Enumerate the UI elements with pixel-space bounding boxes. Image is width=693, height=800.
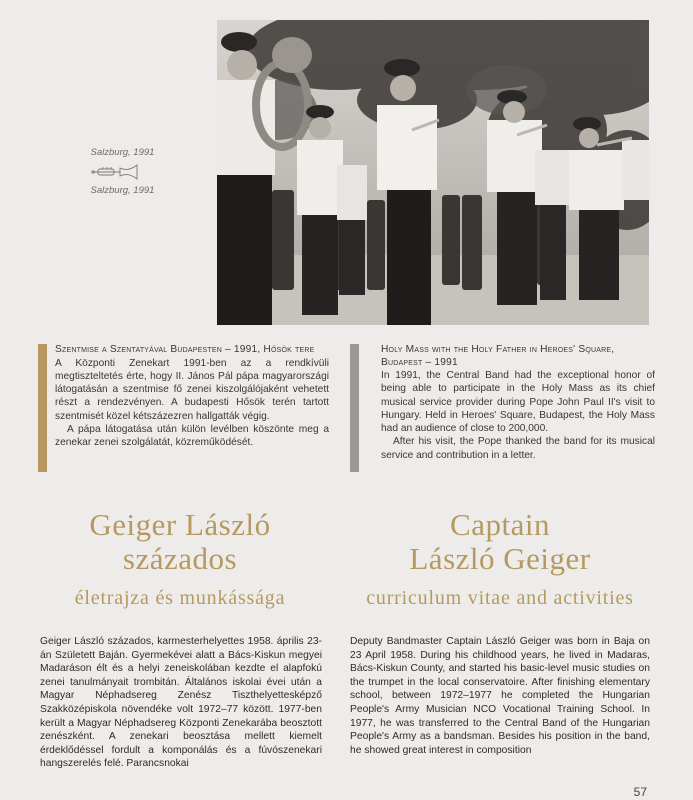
info-box-hungarian: [55, 344, 329, 450]
section-subtitle-hungarian: életrajza és munkássága: [74, 587, 286, 609]
body-paragraph: Geiger László százados, karmesterhelyettes 1958. április 23-án Született Baján. Gyermekévei alatt a Bács-Kiskun megyei Madaráson élt és a helyi zeneiskolában kezdte el alapfokú zenei tanulmányait trombitán. Általános iskolai évei után a Magyar Néphadsereg Zenész Tiszthelyettesképző Szakközépiskola növendéke volt 1972–77 között. 1977-ben került a Magyar Néphadsereg Központi Zenekarába beosztott zenészként. A zenekari beosztása mellett kiemelt érdeklődéssel fordult a komponálás és a fúvószenekari hangszerelés felé. Parancsnokai: [40, 636, 322, 770]
info-box-english: [381, 344, 655, 462]
page-number: 57: [633, 785, 647, 799]
title-line: Geiger László: [89, 507, 271, 542]
band-photo: [217, 20, 649, 325]
accent-bar-left: [38, 344, 47, 472]
title-line: Captain: [450, 507, 550, 542]
body-paragraph: Deputy Bandmaster Captain László Geiger was born in Baja on 23 April 1958. During his childhood years, he lived in Madaras, Bács-Kiskun County, and started his basic-level music studies on the trumpet in the local conservatoire. After finishing elementary school, between 1972–1977 he completed the Hungarian People's Army Musician NCO Vocational Training School. In 1977, he was transferred to the Central Band of the Hungarian People's Army as a bandsman. Besides his position in the band, he showed great interest in composition: [350, 636, 650, 756]
trumpet-icon: [90, 163, 140, 181]
title-line: László Geiger: [409, 541, 591, 576]
title-line: százados: [122, 541, 238, 576]
body-text-hungarian: [40, 635, 322, 771]
info-box-title-hungarian: Szentmise a Szentatyával Budapesten – 1991, Hősök tere: [55, 344, 315, 355]
section-title-hungarian: [40, 508, 320, 610]
band-photo-illustration: [217, 20, 649, 325]
accent-bar-right: [350, 344, 359, 472]
info-box-paragraph: A Központi Zenekart 1991-ben az a rendkívüli megtiszteltetés érte, hogy II. János Pál pápa magyarországi látogatásán a szentmise fő zenei kiszolgálójaként vehetett részt a rendezvényen. A budapesti Hősök terén tartott szentmisét közel kétszázezren hallgatták végig.: [55, 357, 329, 422]
info-box-paragraph: In 1991, the Central Band had the exceptional honor of being able to participate in the Holy Mass as its chief musical service provider during Pope John Paul II's visit to Hungary. Held in Heroes' Square, Budapest, the Holy Mass had an audience of close to 200,000.: [381, 370, 655, 435]
section-subtitle-english: curriculum vitae and activities: [366, 587, 634, 609]
info-box-title-english: Holy Mass with the Holy Father in Heroes' Square, Budapest – 1991: [381, 344, 615, 368]
photo-caption-hungarian: Salzburg, 1991: [90, 147, 155, 158]
photo-caption-english: Salzburg, 1991: [90, 185, 155, 196]
info-box-paragraph: A pápa látogatása után külön levélben köszönte meg a zenekar zenei szolgálatát, közreműködését.: [55, 423, 329, 449]
body-text-english: [350, 635, 650, 757]
info-box-paragraph: After his visit, the Pope thanked the band for its musical service and contribution in a letter.: [381, 436, 655, 461]
section-title-english: [340, 508, 660, 610]
